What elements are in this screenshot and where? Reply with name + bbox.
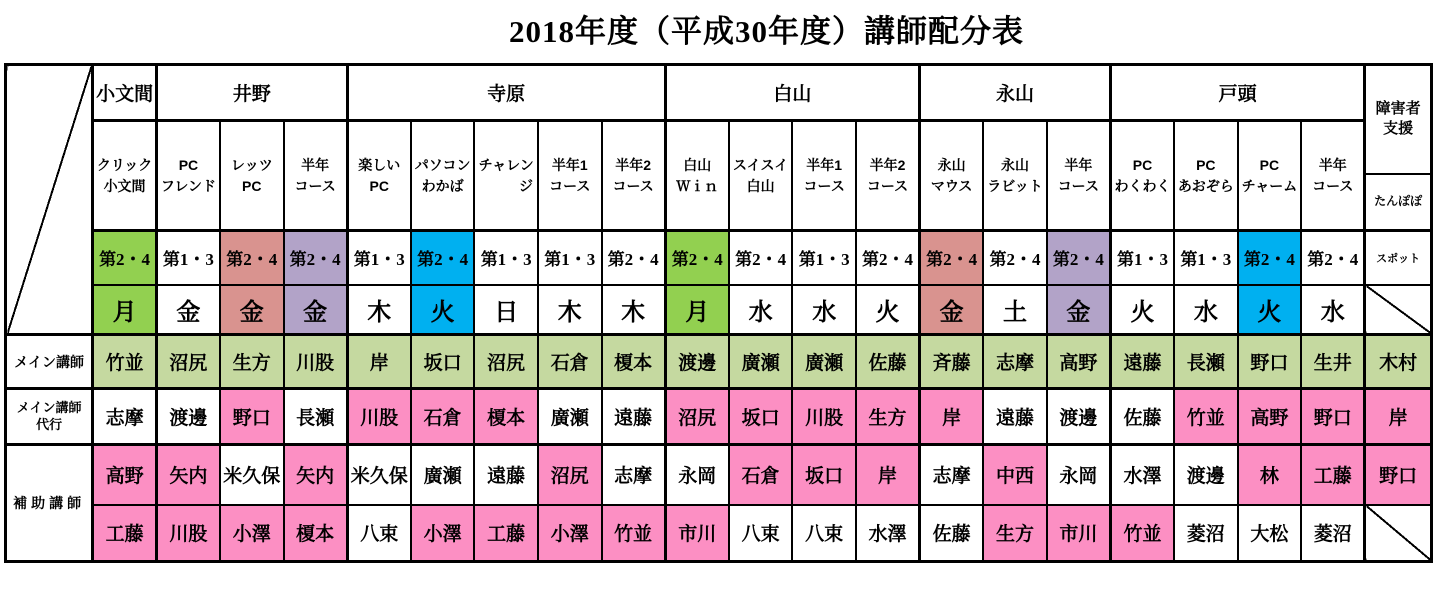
text-line: コース [549,177,591,194]
course-header-8 [602,121,666,231]
section-header-1: 井野 [156,65,347,121]
sub-lecturer-cell-15: 渡邊 [1047,389,1111,445]
text-line: 永山 [1001,157,1029,174]
sub-lecturer-cell-13: 岸 [920,389,984,445]
row-label-sub-lecturer [6,389,93,445]
tanpopo-assistant2-diagonal-cell [1365,505,1432,562]
assistant1-cell-13: 志摩 [920,445,984,505]
text-line: 半年 [1064,157,1093,174]
course-header-20: たんぽぽ [1365,174,1432,231]
main-lecturer-cell-20: 木村 [1365,335,1432,389]
text-line: 半年2 [615,157,652,174]
assistant1-cell-9: 永岡 [665,445,729,505]
assistant1-cell-4: 米久保 [347,445,411,505]
course-header-1 [156,121,220,231]
text-line: 代行 [36,416,63,432]
text-line: コース [612,177,654,194]
day-cell-2: 金 [220,285,284,335]
weeks-cell-10: 第2・4 [729,231,793,285]
course-header-13 [920,121,984,231]
weeks-cell-11: 第1・3 [792,231,856,285]
weeks-cell-14: 第2・4 [983,231,1047,285]
main-lecturer-cell-10: 廣瀬 [729,335,793,389]
text-line: ジ [518,177,533,194]
text-line: PC [1196,157,1216,174]
assistant1-cell-12: 岸 [856,445,920,505]
assistant1-cell-1: 矢内 [156,445,220,505]
text-line: チャレン [478,157,534,174]
weeks-cell-12: 第2・4 [856,231,920,285]
section-header-0: 小文間 [93,65,157,121]
course-header-10 [729,121,793,231]
assistant1-cell-8: 志摩 [602,445,666,505]
text-line: クリック [96,157,153,174]
weeks-cell-13: 第2・4 [920,231,984,285]
day-cell-11: 水 [792,285,856,335]
course-header-11 [792,121,856,231]
day-cell-0: 月 [93,285,157,335]
day-cell-3: 金 [284,285,348,335]
course-header-16 [1110,121,1174,231]
main-lecturer-cell-16: 遠藤 [1110,335,1174,389]
assistant2-cell-13: 佐藤 [920,505,984,562]
main-lecturer-cell-17: 長瀬 [1174,335,1238,389]
sub-lecturer-cell-1: 渡邊 [156,389,220,445]
assistant2-cell-3: 榎本 [284,505,348,562]
weeks-cell-16: 第1・3 [1110,231,1174,285]
sub-lecturer-cell-8: 遠藤 [602,389,666,445]
assistant2-cell-15: 市川 [1047,505,1111,562]
main-lecturer-cell-19: 生井 [1301,335,1365,389]
course-header-5 [411,121,475,231]
course-header-12 [856,121,920,231]
text-line: PC [242,177,262,194]
text-line: PC [178,157,199,174]
assistant1-cell-11: 坂口 [792,445,856,505]
text-line: 半年 [301,157,330,174]
text-line: スイスイ [732,157,789,174]
day-cell-16: 火 [1110,285,1174,335]
text-line: マウス [930,177,973,194]
day-cell-1: 金 [156,285,220,335]
course-header-6 [474,121,538,231]
row-label-assistant-lecturer: 補助講師 [6,445,93,562]
assistant2-cell-17: 菱沼 [1174,505,1238,562]
weeks-cell-6: 第1・3 [474,231,538,285]
main-lecturer-cell-7: 石倉 [538,335,602,389]
main-lecturer-cell-15: 高野 [1047,335,1111,389]
main-lecturer-cell-8: 榎本 [602,335,666,389]
assistant2-cell-9: 市川 [665,505,729,562]
page-title: 2018年度（平成30年度）講師配分表 [509,14,1024,49]
text-line: コース [803,177,845,194]
sub-lecturer-cell-0: 志摩 [93,389,157,445]
main-lecturer-cell-11: 廣瀬 [792,335,856,389]
text-line: 支援 [1383,120,1414,138]
sub-lecturer-cell-10: 坂口 [729,389,793,445]
assistant2-cell-6: 工藤 [474,505,538,562]
day-cell-15: 金 [1047,285,1111,335]
sub-lecturer-cell-19: 野口 [1301,389,1365,445]
text-line: コース [294,177,336,194]
main-lecturer-cell-0: 竹並 [93,335,157,389]
day-cell-10: 水 [729,285,793,335]
text-line: PC [1259,157,1280,174]
weeks-cell-5: 第2・4 [411,231,475,285]
text-line: フレンド [160,177,216,194]
day-cell-17: 水 [1174,285,1238,335]
text-line: パソコン [414,157,471,174]
sub-lecturer-cell-5: 石倉 [411,389,475,445]
assistant1-cell-10: 石倉 [729,445,793,505]
text-line: 白山 [746,177,775,194]
assistant1-cell-16: 水澤 [1110,445,1174,505]
assistant2-cell-11: 八束 [792,505,856,562]
main-lecturer-cell-1: 沼尻 [156,335,220,389]
weeks-cell-19: 第2・4 [1301,231,1365,285]
assistant1-cell-6: 遠藤 [474,445,538,505]
assistant1-cell-7: 沼尻 [538,445,602,505]
assistant2-cell-2: 小澤 [220,505,284,562]
day-cell-13: 金 [920,285,984,335]
text-line: Ｗｉｎ [676,177,719,194]
assistant2-cell-8: 竹並 [602,505,666,562]
assistant2-cell-12: 水澤 [856,505,920,562]
text-line: メイン講師 [16,399,82,415]
lecturer-allocation-table [4,63,1433,563]
weeks-cell-9: 第2・4 [665,231,729,285]
assistant1-cell-20: 野口 [1365,445,1432,505]
weeks-cell-1: 第1・3 [156,231,220,285]
assistant2-cell-14: 生方 [983,505,1047,562]
weeks-cell-15: 第2・4 [1047,231,1111,285]
text-line: 永山 [937,157,966,174]
sub-lecturer-cell-7: 廣瀬 [538,389,602,445]
sub-lecturer-cell-14: 遠藤 [983,389,1047,445]
text-line: 半年1 [806,157,843,174]
text-line: 障害者 [1375,100,1421,117]
assistant1-cell-15: 永岡 [1047,445,1111,505]
assistant2-cell-16: 竹並 [1110,505,1174,562]
section-header-4: 永山 [920,65,1111,121]
day-cell-8: 木 [602,285,666,335]
text-line: わかば [421,177,464,194]
text-line: 半年 [1318,157,1347,174]
text-line: チャーム [1241,177,1298,194]
text-line: わくわく [1114,177,1171,194]
main-lecturer-cell-5: 坂口 [411,335,475,389]
spot-day-diagonal-cell [1365,285,1432,335]
day-cell-5: 火 [411,285,475,335]
day-cell-4: 木 [347,285,411,335]
assistant2-cell-7: 小澤 [538,505,602,562]
course-header-3 [284,121,348,231]
assistant1-cell-17: 渡邊 [1174,445,1238,505]
sub-lecturer-cell-18: 高野 [1238,389,1302,445]
text-line: あおぞら [1177,177,1234,194]
weeks-cell-0: 第2・4 [93,231,157,285]
weeks-cell-4: 第1・3 [347,231,411,285]
main-lecturer-cell-2: 生方 [220,335,284,389]
assistant1-cell-19: 工藤 [1301,445,1365,505]
assistant1-cell-3: 矢内 [284,445,348,505]
course-header-18 [1238,121,1302,231]
assistant2-cell-19: 菱沼 [1301,505,1365,562]
assistant2-cell-0: 工藤 [93,505,157,562]
main-lecturer-cell-14: 志摩 [983,335,1047,389]
course-header-0 [93,121,157,231]
sub-lecturer-cell-20: 岸 [1365,389,1432,445]
corner-diagonal-cell [6,65,93,335]
weeks-cell-18: 第2・4 [1238,231,1302,285]
day-cell-9: 月 [665,285,729,335]
weeks-cell-2: 第2・4 [220,231,284,285]
sub-lecturer-cell-2: 野口 [220,389,284,445]
weeks-cell-3: 第2・4 [284,231,348,285]
support-section-header [1365,65,1432,174]
sub-lecturer-cell-11: 川股 [792,389,856,445]
course-header-15 [1047,121,1111,231]
text-line: レッツ [230,157,273,174]
assistant2-cell-4: 八束 [347,505,411,562]
sub-lecturer-cell-4: 川股 [347,389,411,445]
assistant1-cell-14: 中西 [983,445,1047,505]
day-cell-12: 火 [856,285,920,335]
day-cell-6: 日 [474,285,538,335]
main-lecturer-cell-6: 沼尻 [474,335,538,389]
weeks-cell-17: 第1・3 [1174,231,1238,285]
assistant2-cell-1: 川股 [156,505,220,562]
assistant2-cell-5: 小澤 [411,505,475,562]
text-line: コース [1057,177,1099,194]
weeks-cell-20: スポット [1365,231,1432,285]
sub-lecturer-cell-12: 生方 [856,389,920,445]
sub-lecturer-cell-3: 長瀬 [284,389,348,445]
main-lecturer-cell-4: 岸 [347,335,411,389]
day-cell-19: 水 [1301,285,1365,335]
text-line: 半年2 [869,157,906,174]
assistant2-cell-10: 八束 [729,505,793,562]
main-lecturer-cell-13: 斉藤 [920,335,984,389]
course-header-4 [347,121,411,231]
assistant1-cell-0: 高野 [93,445,157,505]
assistant1-cell-18: 林 [1238,445,1302,505]
text-line: ラビット [987,177,1043,194]
day-cell-18: 火 [1238,285,1302,335]
section-header-5: 戸頭 [1110,65,1364,121]
day-cell-14: 土 [983,285,1047,335]
sub-lecturer-cell-16: 佐藤 [1110,389,1174,445]
main-lecturer-cell-9: 渡邊 [665,335,729,389]
assistant1-cell-5: 廣瀬 [411,445,475,505]
main-lecturer-cell-3: 川股 [284,335,348,389]
sub-lecturer-cell-6: 榎本 [474,389,538,445]
weeks-cell-7: 第1・3 [538,231,602,285]
section-header-2: 寺原 [347,65,665,121]
day-cell-7: 木 [538,285,602,335]
sub-lecturer-cell-17: 竹並 [1174,389,1238,445]
weeks-cell-8: 第2・4 [602,231,666,285]
main-lecturer-cell-18: 野口 [1238,335,1302,389]
course-header-7 [538,121,602,231]
course-header-17 [1174,121,1238,231]
sub-lecturer-cell-9: 沼尻 [665,389,729,445]
text-line: PC [369,177,389,194]
text-line: 白山 [683,157,712,174]
assistant2-cell-18: 大松 [1238,505,1302,562]
course-header-19 [1301,121,1365,231]
section-header-3: 白山 [665,65,919,121]
text-line: コース [1312,177,1354,194]
course-header-14 [983,121,1047,231]
assistant1-cell-2: 米久保 [220,445,284,505]
text-line: PC [1132,157,1153,174]
text-line: 小文間 [103,177,146,194]
main-lecturer-cell-12: 佐藤 [856,335,920,389]
text-line: 半年1 [551,157,588,174]
course-header-2 [220,121,284,231]
text-line: 楽しい [358,157,401,174]
row-label-main-lecturer: メイン講師 [6,335,93,389]
text-line: コース [866,177,909,194]
course-header-9 [665,121,729,231]
